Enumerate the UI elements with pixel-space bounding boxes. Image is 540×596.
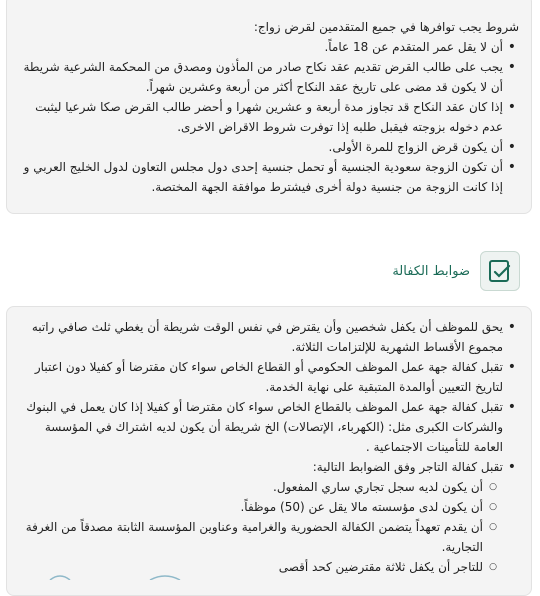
- decorative-shapes-icon: [40, 572, 200, 580]
- marriage-loan-conditions: [17, 37, 519, 197]
- list-item: ○ أن يكون لديه سجل تجاري ساري المفعول.: [17, 477, 483, 497]
- guarantee-card: [6, 306, 532, 596]
- list-item: ○ أن يكون لدى مؤسسته مالا يقل عن (50) موظفاً.: [17, 497, 483, 517]
- guarantee-rules: [17, 317, 519, 577]
- document-check-icon: [480, 251, 520, 291]
- list-item: • يحق للموظف أن يكفل شخصين وأن يقترض في نفس الوقت شريطة أن يغطي ثلث صافي راتبه مجموع الأقساط الشهرية للإلتزامات الثلاثة.: [17, 317, 503, 357]
- list-item: [17, 457, 503, 577]
- marriage-loan-intro: شروط يجب توافرها في جميع المتقدمين لقرض زواج:: [253, 20, 519, 34]
- list-item: ○ للتاجر أن يكفل ثلاثة مقترضين كحد أقصى: [17, 557, 483, 577]
- guarantee-section-header[interactable]: [360, 248, 520, 294]
- list-item: ○ أن يقدم تعهداً يتضمن الكفالة الحضورية والغرامية وعناوين المؤسسة الثابتة مصدقاً من الغرفة التجارية.: [17, 517, 483, 557]
- list-item: • تقبل كفالة جهة عمل الموظف بالقطاع الخاص سواء كان مقترضا أو كفيلا إذا كان يعمل في البنوك والشركات الكبرى مثل: (الكهرباء، الإتصالات) الخ شريطة أن يكون لديه اشتراك في المؤسسة العامة للتأمينات الاجتماعية .: [17, 397, 503, 457]
- list-item: • يجب على طالب القرض تقديم عقد نكاح صادر من المأذون ومصدق من المحكمة الشرعية شريطة أن لا يكون قد مضى على تاريخ عقد النكاح أكثر من أربعة وعشرين شهراً.: [17, 57, 503, 97]
- merchant-conditions: [17, 477, 503, 577]
- list-item: • أن لا يقل عمر المتقدم عن 18 عاماً.: [17, 37, 503, 57]
- marriage-loan-card: [6, 0, 532, 214]
- list-item: • أن يكون قرض الزواج للمرة الأولى.: [17, 137, 503, 157]
- list-item: • تقبل كفالة جهة عمل الموظف الحكومي أو القطاع الخاص سواء كان مقترضا أو كفيلا دون اعتبار لتاريخ التعيين أوالمدة المتبقية على نهاية الخدمة.: [17, 357, 503, 397]
- list-item: • أن تكون الزوجة سعودية الجنسية أو تحمل جنسية إحدى دول مجلس التعاون لدول الخليج العربي و إذا كانت الزوجة من جنسية دولة أخرى فيشترط موافقة الجهة المختصة.: [17, 157, 503, 197]
- merchant-rule: تقبل كفالة التاجر وفق الضوابط التالية:: [312, 460, 503, 474]
- section-title: ضوابط الكفالة: [392, 263, 470, 279]
- list-item: • إذا كان عقد النكاح قد تجاوز مدة أربعة و عشرين شهرا و أحضر طالب القرض صكا شرعيا ليثبت عدم دخوله بزوجته فيقبل طلبه إذا توفرت شروط الاقراض الاخرى.: [17, 97, 503, 137]
